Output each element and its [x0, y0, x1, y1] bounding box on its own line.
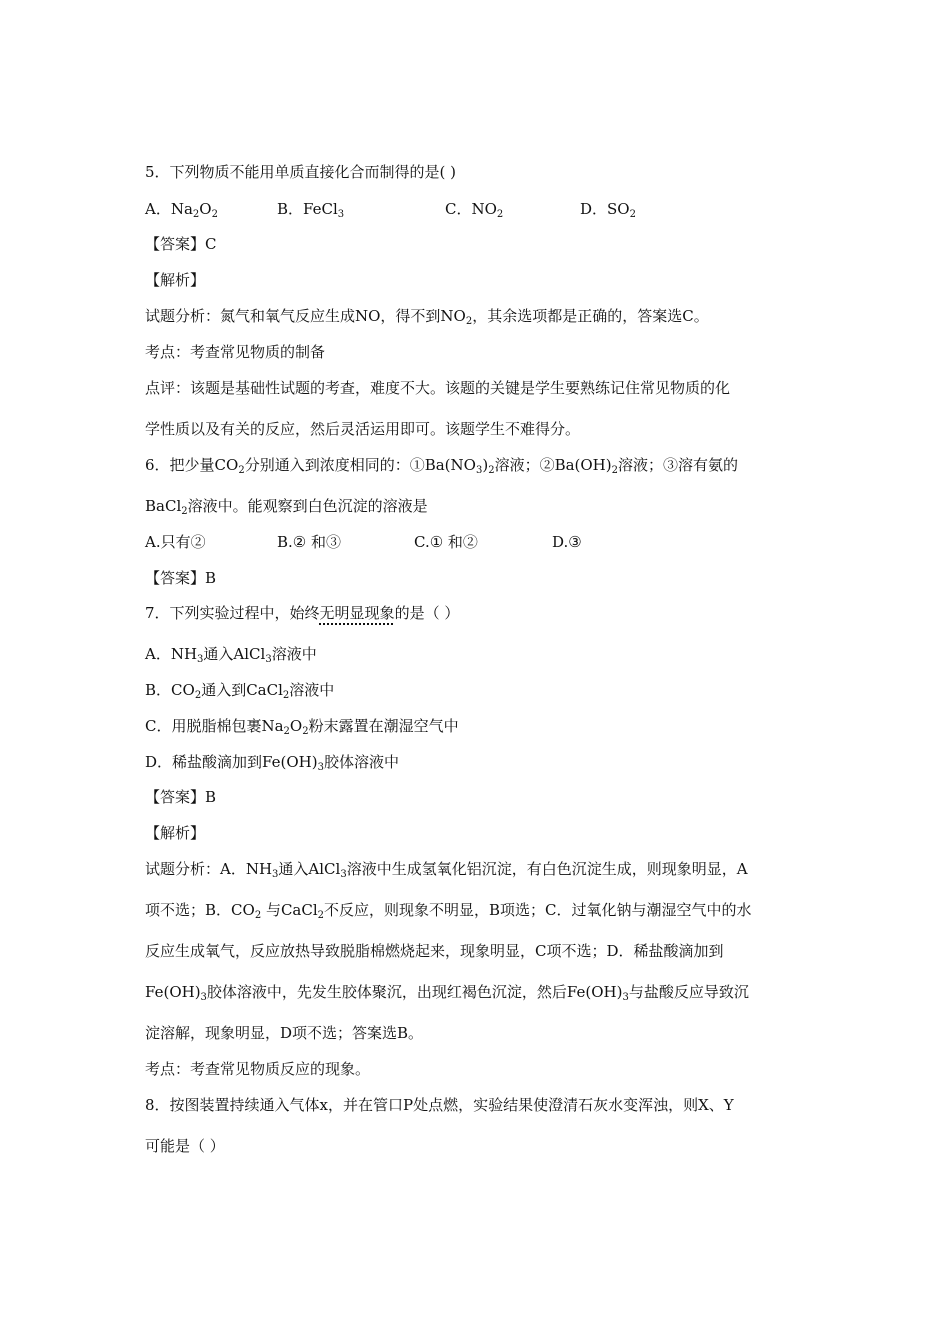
q7-kaodian: 考点：考查常见物质反应的现象。 [145, 1060, 371, 1078]
q5-stem: 5．下列物质不能用单质直接化合而制得的是( ) [145, 163, 457, 181]
q6-option-d: D.③ [552, 533, 582, 551]
q6-answer: 【答案】B [145, 569, 217, 587]
q8-stem-line2: 可能是（ ） [145, 1137, 225, 1155]
q7-analysis-line1: 试题分析：A．$NH_3$通入AlCl$_3$溶液中生成氢氧化铝沉淀，有白色沉淀生成，则现象明显，A [145, 860, 748, 880]
q5-dianping-line2: 学性质以及有关的反应，然后灵活运用即可。该题学生不难得分。 [145, 420, 581, 438]
q7-analysis-title: 【解析】 [145, 824, 206, 842]
q8-stem-line1: 8．按图装置持续通入气体x，并在管口P处点燃，实验结果使澄清石灰水变浑浊，则X、Y [145, 1096, 734, 1114]
q5-option-d: D．$SO_2$ [580, 200, 636, 220]
q7-option-c: C．用脱脂棉包裹$Na_2O_2$粉末露置在潮湿空气中 [145, 717, 459, 737]
q6-stem-line2: BaCl$_2$溶液中。能观察到白色沉淀的溶液是 [145, 497, 428, 517]
q5-dianping-line1: 点评：该题是基础性试题的考查，难度不大。该题的关键是学生要熟练记住常见物质的化 [145, 379, 731, 397]
q6-stem-line1: 6．把少量$CO_2$分别通入到浓度相同的：$①Ba(NO_3)_2$溶液；$②Ba(OH)_2$溶液；③溶有氨的 [145, 456, 739, 476]
q7-stem: 7．下列实验过程中，始终无明显现象的是（ ） [145, 604, 460, 622]
q6-option-b: B.② 和③ [277, 533, 342, 551]
q7-answer: 【答案】B [145, 788, 217, 806]
q5-option-a: A．$Na_2O_2$ [145, 200, 218, 220]
q7-stem-emphasis: 无明显现象 [319, 604, 395, 622]
q7-analysis-line2: 项不选；B．$CO_2$ 与CaCl$_2$不反应，则现象不明显，B项选；C．过氧化钠与潮湿空气中的水 [145, 901, 752, 921]
q5-option-b: B．FeCl$_3$ [277, 200, 345, 220]
q5-analysis: 试题分析：氮气和氧气反应生成NO，得不到$NO_2$，其余选项都是正确的，答案选C。 [145, 307, 709, 327]
q6-option-c: C.① 和② [414, 533, 478, 551]
q5-analysis-title: 【解析】 [145, 271, 206, 289]
q7-option-a: A．$NH_3$通入AlCl$_3$溶液中 [145, 645, 317, 665]
q7-analysis-line4: $Fe(OH)_3$胶体溶液中，先发生胶体聚沉，出现红褐色沉淀，然后$Fe(OH)_3$与盐酸反应导致沉 [145, 983, 749, 1003]
q7-analysis-line3: 反应生成氧气，反应放热导致脱脂棉燃烧起来，现象明显，C项不选；D．稀盐酸滴加到 [145, 942, 724, 960]
q5-option-c: C．$NO_2$ [445, 200, 504, 220]
q7-analysis-line5: 淀溶解，现象明显，D项不选；答案选B。 [145, 1024, 424, 1042]
q6-option-a: A.只有② [145, 533, 206, 551]
q7-option-d: D．稀盐酸滴加到$Fe(OH)_3$胶体溶液中 [145, 753, 399, 773]
q7-option-b: B．$CO_2$通入到CaCl$_2$溶液中 [145, 681, 335, 701]
q5-kaodian: 考点：考查常见物质的制备 [145, 343, 326, 361]
q5-answer: 【答案】C [145, 235, 217, 253]
